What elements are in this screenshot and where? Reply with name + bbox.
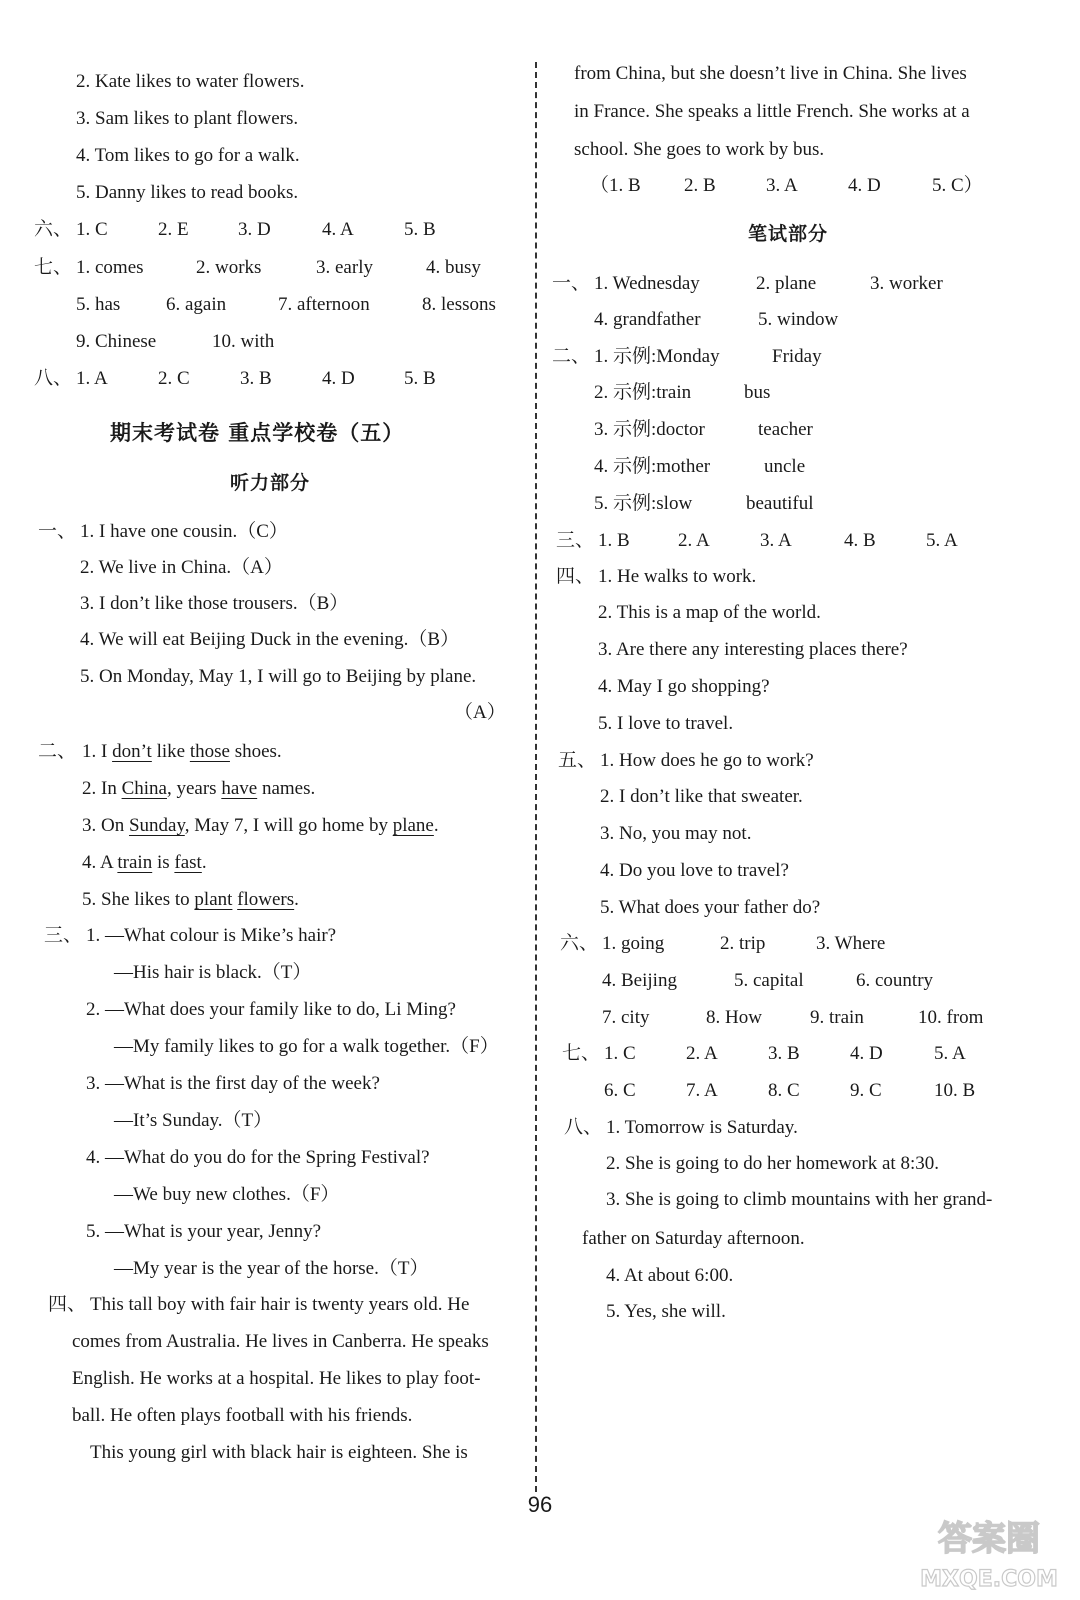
- underlined-word: plant: [194, 889, 233, 910]
- answer: 7. city: [602, 1007, 650, 1028]
- answer-line: 3. No, you may not.: [600, 823, 752, 844]
- underlined-word: flowers: [237, 889, 295, 910]
- answer: 5. C）: [932, 175, 983, 196]
- example-line: 1. 示例:Monday: [594, 346, 720, 367]
- answer: 10. B: [934, 1080, 976, 1101]
- answer: 3. D: [238, 219, 271, 240]
- answer-line: 1. I don’t like those shoes.: [82, 741, 282, 762]
- answer-line: 2. This is a map of the world.: [598, 602, 821, 623]
- answer-line: 5. I love to travel.: [598, 713, 734, 734]
- answer: 1. C: [604, 1043, 636, 1064]
- section-number: 二、: [552, 346, 591, 367]
- answer-line: 4. We will eat Beijing Duck in the evening.（B）: [80, 629, 460, 650]
- answer: teacher: [758, 419, 813, 440]
- section-number: 二、: [38, 741, 77, 762]
- answer: 9. C: [850, 1080, 882, 1101]
- answer-line: father on Saturday afternoon.: [582, 1228, 805, 1249]
- answer: 2. A: [686, 1043, 718, 1064]
- section-number: 八、: [34, 368, 73, 389]
- example-line: 4. 示例:mother: [594, 456, 711, 477]
- dialog-line: 1. —What colour is Mike’s hair?: [86, 925, 337, 946]
- answer: 2. C: [158, 368, 190, 389]
- answer: 3. worker: [870, 273, 943, 294]
- answer-line: 2. She is going to do her homework at 8:30.: [606, 1153, 939, 1174]
- answer-line: 5. Yes, she will.: [606, 1301, 726, 1322]
- page-number: 96: [527, 1492, 553, 1517]
- answer: Friday: [772, 346, 822, 367]
- listening-heading: 听力部分: [230, 472, 311, 494]
- section-number: 一、: [552, 273, 591, 294]
- answer-line: 5. She likes to plant flowers.: [82, 889, 299, 910]
- answer-line: 2. We live in China.（A）: [80, 557, 283, 578]
- section-number: 三、: [556, 530, 595, 551]
- answer: 7. A: [686, 1080, 718, 1101]
- passage-line: This young girl with black hair is eighteen. She is: [90, 1442, 468, 1463]
- answer-line: 4. A train is fast.: [82, 852, 207, 873]
- underlined-word: those: [189, 741, 230, 762]
- answer-line: 1. Tomorrow is Saturday.: [606, 1117, 798, 1138]
- svg-text:答案圈: 答案圈: [938, 1519, 1040, 1559]
- answer: 10. with: [212, 331, 275, 352]
- dialog-line: 4. —What do you do for the Spring Festival?: [86, 1147, 430, 1168]
- answer: uncle: [764, 456, 806, 477]
- section-number: 七、: [562, 1043, 601, 1064]
- answer: 3. A: [766, 175, 798, 196]
- answer: 10. from: [918, 1007, 984, 1028]
- answer: 6. again: [166, 294, 227, 315]
- answer: 1. going: [602, 933, 665, 954]
- answer: 1. comes: [76, 257, 144, 278]
- answer: 5. capital: [734, 970, 804, 991]
- section-number: 四、: [48, 1294, 87, 1315]
- dialog-line: —His hair is black.（T）: [114, 962, 312, 983]
- answer: 9. Chinese: [76, 331, 157, 352]
- passage-line: school. She goes to work by bus.: [574, 139, 825, 160]
- answer: 5. window: [758, 309, 839, 330]
- answer: 1. B: [598, 530, 630, 551]
- underlined-word: don’t: [112, 741, 152, 762]
- passage-line: English. He works at a hospital. He likes to play foot-: [72, 1368, 481, 1389]
- underlined-word: have: [221, 778, 258, 799]
- answer-line: 3. Are there any interesting places there?: [598, 639, 908, 660]
- section-number: 七、: [34, 257, 73, 278]
- answer: 5. A: [934, 1043, 966, 1064]
- prev-answer: 4. Tom likes to go for a walk.: [76, 145, 300, 166]
- dialog-line: 3. —What is the first day of the week?: [86, 1073, 380, 1094]
- answer-line: 5. What does your father do?: [600, 897, 821, 918]
- answer: 1. C: [76, 219, 108, 240]
- answer: 6. C: [604, 1080, 636, 1101]
- answer: 3. B: [240, 368, 272, 389]
- answer-line: 1. How does he go to work?: [600, 750, 814, 771]
- answer: 2. B: [684, 175, 716, 196]
- prev-answer: 3. Sam likes to plant flowers.: [76, 108, 299, 129]
- section-number: 六、: [34, 219, 73, 240]
- answer-line: 3. I don’t like those trousers.（B）: [80, 593, 349, 614]
- answer: 6. country: [856, 970, 934, 991]
- answer: 4. D: [848, 175, 881, 196]
- answer-line: 1. He walks to work.: [598, 566, 757, 587]
- written-heading: 笔试部分: [748, 223, 829, 245]
- answer: 5. A: [926, 530, 958, 551]
- section-number: 一、: [38, 521, 77, 542]
- answer: 3. A: [760, 530, 792, 551]
- prev-answer: 5. Danny likes to read books.: [76, 182, 299, 203]
- section-number: 六、: [560, 933, 599, 954]
- answer: 4. grandfather: [594, 309, 701, 330]
- passage-line: comes from Australia. He lives in Canberra. He speaks: [72, 1331, 489, 1352]
- answer-line: 4. At about 6:00.: [606, 1265, 734, 1286]
- answer: 4. D: [850, 1043, 883, 1064]
- answer-line: 3. She is going to climb mountains with her grand-: [606, 1189, 993, 1210]
- answer-line: 1. I have one cousin.（C）: [80, 521, 288, 542]
- passage-line: from China, but she doesn’t live in China. She lives: [574, 63, 967, 84]
- dialog-line: —We buy new clothes.（F）: [114, 1184, 340, 1205]
- answer-line: 2. In China, years have names.: [82, 778, 316, 799]
- answer: 5. B: [404, 219, 436, 240]
- answer: bus: [744, 382, 771, 403]
- answer: 3. early: [316, 257, 373, 278]
- underlined-word: China: [121, 778, 167, 799]
- answer: 2. plane: [756, 273, 817, 294]
- answer: （1. B: [590, 175, 641, 196]
- watermark-logo: [904, 1508, 1074, 1594]
- prev-answer: 2. Kate likes to water flowers.: [76, 71, 305, 92]
- dialog-line: 2. —What does your family like to do, Li Ming?: [86, 999, 456, 1020]
- dialog-line: —My family likes to go for a walk together.（F）: [114, 1036, 499, 1057]
- section-number: 三、: [44, 925, 83, 946]
- answer: 1. A: [76, 368, 108, 389]
- answer: 4. busy: [426, 257, 481, 278]
- answer: beautiful: [746, 493, 814, 514]
- answer: 3. Where: [816, 933, 886, 954]
- answer: 5. has: [76, 294, 121, 315]
- passage-line: in France. She speaks a little French. She works at a: [574, 101, 970, 122]
- section-number: 五、: [558, 750, 597, 771]
- answer-line: 4. May I go shopping?: [598, 676, 770, 697]
- answer: 8. lessons: [422, 294, 496, 315]
- answer: 4. A: [322, 219, 354, 240]
- answer: 7. afternoon: [278, 294, 370, 315]
- answer: 2. works: [196, 257, 262, 278]
- underlined-word: Sunday: [128, 815, 185, 836]
- answer-line: 2. I don’t like that sweater.: [600, 786, 803, 807]
- answer: 2. E: [158, 219, 189, 240]
- answer: 4. B: [844, 530, 876, 551]
- answer: 8. How: [706, 1007, 762, 1028]
- column-divider: [535, 62, 537, 1492]
- svg-text:MXQE.COM: MXQE.COM: [920, 1567, 1058, 1592]
- answer: 3. B: [768, 1043, 800, 1064]
- dialog-line: 5. —What is your year, Jenny?: [86, 1221, 322, 1242]
- passage-line: ball. He often plays football with his friends.: [72, 1405, 413, 1426]
- underlined-word: train: [117, 852, 153, 873]
- answer: 5. B: [404, 368, 436, 389]
- underlined-word: plane: [392, 815, 434, 836]
- answer: 1. Wednesday: [594, 273, 700, 294]
- dialog-line: —My year is the year of the horse.（T）: [114, 1258, 429, 1279]
- answer-line: 3. On Sunday, May 7, I will go home by plane.: [82, 815, 439, 836]
- section-number: 四、: [556, 566, 595, 587]
- section-number: 八、: [564, 1117, 603, 1138]
- answer: 8. C: [768, 1080, 800, 1101]
- example-line: 2. 示例:train: [594, 382, 692, 403]
- answer-line: 4. Do you love to travel?: [600, 860, 789, 881]
- answer-line: 5. On Monday, May 1, I will go to Beijing by plane.: [80, 666, 477, 687]
- answer: 2. trip: [720, 933, 766, 954]
- answer: 4. Beijing: [602, 970, 677, 991]
- answer: 2. A: [678, 530, 710, 551]
- answer-letter: （A）: [454, 702, 506, 723]
- example-line: 3. 示例:doctor: [594, 419, 705, 440]
- answer: 9. train: [810, 1007, 864, 1028]
- dialog-line: —It’s Sunday.（T）: [114, 1110, 273, 1131]
- exam-title: 期末考试卷 重点学校卷（五）: [110, 421, 405, 445]
- passage-line: This tall boy with fair hair is twenty years old. He: [90, 1294, 470, 1315]
- example-line: 5. 示例:slow: [594, 493, 693, 514]
- underlined-word: fast: [174, 852, 202, 873]
- answer: 4. D: [322, 368, 355, 389]
